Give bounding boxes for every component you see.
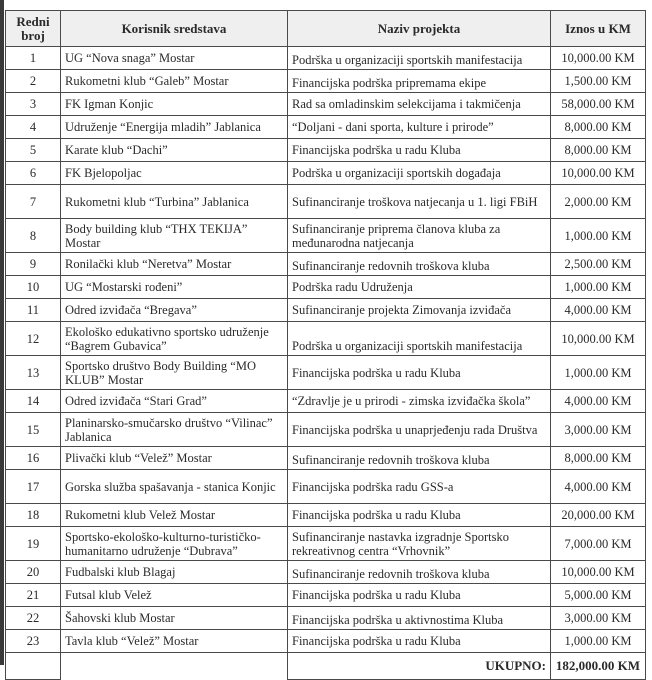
row-no: 11 [6, 299, 61, 322]
row-recipient: Sportsko društvo Body Building “MO KLUB” Mostar [61, 356, 288, 390]
row-recipient: Gorska služba spašavanja - stanica Konjic [61, 470, 288, 504]
row-recipient: FK Igman Konjic [61, 93, 288, 116]
row-no: 9 [6, 253, 61, 276]
row-project: Financijska podrška u radu Kluba [288, 584, 551, 607]
row-no: 15 [6, 413, 61, 447]
row-no: 20 [6, 561, 61, 584]
row-recipient: UG “Mostarski rođeni” [61, 276, 288, 299]
row-no: 6 [6, 162, 61, 185]
row-amount: 2,500.00 KM [551, 253, 646, 276]
table-row [6, 185, 646, 219]
row-amount: 4,000.00 KM [551, 299, 646, 322]
table-row [6, 47, 646, 70]
row-amount: 2,000.00 KM [551, 185, 646, 219]
table-row [6, 447, 646, 470]
row-project: Rad sa omladinskim selekcijama i takmičenja [288, 93, 551, 116]
table-row [6, 390, 646, 413]
row-no: 1 [6, 47, 61, 70]
row-no: 7 [6, 185, 61, 219]
row-amount: 8,000.00 KM [551, 116, 646, 139]
row-recipient: Odred izviđača “Stari Grad” [61, 390, 288, 413]
row-recipient: UG “Nova snaga” Mostar [61, 47, 288, 70]
row-recipient: Body building klub “THX TEKIJA” Mostar [61, 219, 288, 253]
row-amount: 10,000.00 KM [551, 322, 646, 356]
row-project: Podrška u organizaciji sportskih događaja [288, 162, 551, 185]
row-no: 13 [6, 356, 61, 390]
row-no: 4 [6, 116, 61, 139]
row-amount: 3,000.00 KM [551, 607, 646, 630]
row-amount: 7,000.00 KM [551, 527, 646, 561]
row-amount: 1,500.00 KM [551, 70, 646, 93]
table-header-row [6, 11, 646, 47]
row-no: 8 [6, 219, 61, 253]
row-project: Sufinanciranje redovnih troškova kluba [288, 561, 551, 584]
row-project: Financijska podrška u aktivnostima Kluba [288, 607, 551, 630]
row-no: 10 [6, 276, 61, 299]
row-recipient: Rukometni klub “Turbina” Jablanica [61, 185, 288, 219]
table-row [6, 70, 646, 93]
row-recipient: Fudbalski klub Blagaj [61, 561, 288, 584]
row-project: Financijska podrška u radu Kluba [288, 356, 551, 390]
row-amount: 10,000.00 KM [551, 162, 646, 185]
table-row [6, 413, 646, 447]
row-recipient: Rukometni klub “Galeb” Mostar [61, 70, 288, 93]
grants-table [5, 10, 646, 680]
row-no: 14 [6, 390, 61, 413]
row-project: Sufinanciranje redovnih troškova kluba [288, 447, 551, 470]
row-recipient: Šahovski klub Mostar [61, 607, 288, 630]
table-row [6, 219, 646, 253]
row-project: Financijska podrška pripremama ekipe [288, 70, 551, 93]
header-recipient: Korisnik sredstava [61, 11, 288, 47]
header-no: Redni broj [6, 11, 61, 47]
table-row [6, 139, 646, 162]
table-row [6, 470, 646, 504]
row-project: Financijska podrška u radu Kluba [288, 139, 551, 162]
row-no: 3 [6, 93, 61, 116]
row-no: 17 [6, 470, 61, 504]
row-project: Sufinanciranje redovnih troškova kluba [288, 253, 551, 276]
row-amount: 10,000.00 KM [551, 561, 646, 584]
row-amount: 1,000.00 KM [551, 219, 646, 253]
row-no: 19 [6, 527, 61, 561]
total-blank-recipient [61, 653, 288, 680]
table-row [6, 630, 646, 653]
table-row [6, 356, 646, 390]
table-row [6, 253, 646, 276]
row-amount: 58,000.00 KM [551, 93, 646, 116]
row-project: Financijska podrška u radu Kluba [288, 630, 551, 653]
table-row [6, 276, 646, 299]
row-amount: 4,000.00 KM [551, 390, 646, 413]
table-row [6, 584, 646, 607]
row-amount: 1,000.00 KM [551, 630, 646, 653]
row-no: 16 [6, 447, 61, 470]
table-row [6, 162, 646, 185]
row-recipient: Sportsko-ekološko-kulturno-turističko-humanitarno udruženje “Dubrava” [61, 527, 288, 561]
row-recipient: Futsal klub Velež [61, 584, 288, 607]
table-row [6, 322, 646, 356]
row-project: Sufinanciranje nastavka izgradnje Sportsko rekreativnog centra “Vrhovnik” [288, 527, 551, 561]
row-project: “Doljani - dani sporta, kulture i prirode” [288, 116, 551, 139]
row-amount: 3,000.00 KM [551, 413, 646, 447]
row-recipient: FK Bjelopoljac [61, 162, 288, 185]
header-project: Naziv projekta [288, 11, 551, 47]
row-project: Podrška u organizaciji sportskih manifestacija [288, 47, 551, 70]
row-project: Financijska podrška u radu Kluba [288, 504, 551, 527]
row-amount: 1,000.00 KM [551, 356, 646, 390]
row-recipient: Udruženje “Energija mladih” Jablanica [61, 116, 288, 139]
row-recipient: Rukometni klub Velež Mostar [61, 504, 288, 527]
row-project: Sufinanciranje priprema članova kluba za međunarodna natjecanja [288, 219, 551, 253]
table-row [6, 299, 646, 322]
table-row [6, 607, 646, 630]
row-project: Financijska podrška radu GSS-a [288, 470, 551, 504]
total-row [6, 653, 646, 680]
total-label: UKUPNO: [288, 653, 551, 680]
table-row [6, 527, 646, 561]
table-row [6, 561, 646, 584]
row-recipient: Plivački klub “Velež” Mostar [61, 447, 288, 470]
row-project: Sufinanciranje troškova natjecanja u 1. ligi FBiH [288, 185, 551, 219]
table-row [6, 93, 646, 116]
row-no: 23 [6, 630, 61, 653]
table-row [6, 116, 646, 139]
row-recipient: Karate klub “Dachi” [61, 139, 288, 162]
row-project: “Zdravlje je u prirodi - zimska izviđačka škola” [288, 390, 551, 413]
row-amount: 10,000.00 KM [551, 47, 646, 70]
row-recipient: Tavla klub “Velež” Mostar [61, 630, 288, 653]
row-recipient: Planinarsko-smučarsko društvo “Vilinac” Jablanica [61, 413, 288, 447]
row-amount: 5,000.00 KM [551, 584, 646, 607]
row-amount: 8,000.00 KM [551, 139, 646, 162]
row-no: 22 [6, 607, 61, 630]
row-no: 12 [6, 322, 61, 356]
row-project: Podrška u organizaciji sportskih manifestacija [288, 322, 551, 356]
row-no: 5 [6, 139, 61, 162]
row-no: 18 [6, 504, 61, 527]
row-recipient: Odred izviđača “Bregava” [61, 299, 288, 322]
row-project: Podrška radu Udruženja [288, 276, 551, 299]
total-blank-no [6, 653, 61, 680]
row-amount: 8,000.00 KM [551, 447, 646, 470]
row-amount: 4,000.00 KM [551, 470, 646, 504]
row-no: 2 [6, 70, 61, 93]
header-amount: Iznos u KM [551, 11, 646, 47]
row-recipient: Ronilački klub “Neretva” Mostar [61, 253, 288, 276]
row-no: 21 [6, 584, 61, 607]
row-project: Sufinanciranje projekta Zimovanja izviđača [288, 299, 551, 322]
total-amount: 182,000.00 KM [551, 653, 646, 680]
row-amount: 1,000.00 KM [551, 276, 646, 299]
row-recipient: Ekološko edukativno sportsko udruženje “Bagrem Gubavica” [61, 322, 288, 356]
row-amount: 20,000.00 KM [551, 504, 646, 527]
row-project: Financijska podrška u unaprjeđenju rada Društva [288, 413, 551, 447]
left-edge-bar [0, 0, 4, 665]
table-row [6, 504, 646, 527]
